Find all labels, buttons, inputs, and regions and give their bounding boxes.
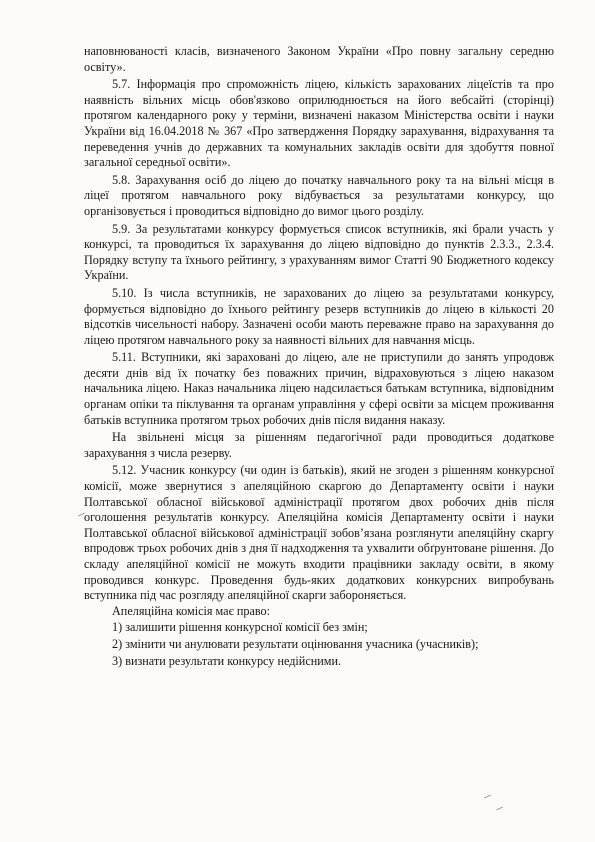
- list-item: 1) залишити рішення конкурсної комісії без змін;: [112, 620, 368, 635]
- paragraph-appeal-rights: Апеляційна комісія має право:: [112, 603, 271, 618]
- paragraph-5-7: 5.7. Інформація про спроможність ліцею, кількість зарахованих ліцеїстів та про наявність вільних місць обов'язково оприлюднюється на його вебсайті (сторінці) протягом календарного року у терміни, визначені наказом Міністерства освіти і науки України від 16.04.2018 № 367 «Про затвердження Порядку зарахування, відрахування та переведення учнів до державних та комунальних закладів освіти для здобуття повної загальної середньої освіти».: [84, 77, 554, 170]
- paragraph-continuation: наповнюваності класів, визначеного Законом України «Про повну загальну середню освіту».: [84, 44, 554, 74]
- document-body: [84, 44, 554, 670]
- paragraph-5-11: 5.11. Вступники, які зараховані до ліцею, але не приступили до занять упродовж десяти днів від їх початку без поважних причин, відраховуються з ліцею наказом начальника ліцею. Наказ начальника ліцею надсилається батькам вступника, відповідним органам опіки та піклування та органам управління у сфері освіти за місцем проживання батьків вступника протягом трьох робочих днів після видання наказу.: [84, 350, 554, 427]
- paragraph-reserve: На звільнені місця за рішенням педагогічної ради проводиться додаткове зарахування з числа резерву.: [84, 430, 554, 460]
- paragraph-5-12: 5.12. Учасник конкурсу (чи один із батьків), який не згоден з рішенням конкурсної комісії, може звернутися з апеляційною скаргою до Департаменту освіти і науки Полтавської обласної військової адміністрації протягом двох робочих днів після оголошення результатів конкурсу. Апеляційна комісія Департаменту освіти і науки Полтавської обласної військової адміністрації зобов’язана розглянути апеляційну скаргу впродовж трьох робочих днів з дня її надходження та ухвалити обґрунтоване рішення. До складу апеляційної комісії не можуть входити працівники закладу освіти, в якому проводився конкурс. Проведення будь-яких додаткових конкурсних випробувань вступника під час розгляду апеляційної скарги забороняється.: [84, 463, 554, 603]
- list-item: 2) змінити чи анулювати результати оцінювання учасника (учасників);: [112, 637, 479, 652]
- list-item: 3) визнати результати конкурсу недійсними.: [112, 654, 342, 669]
- scan-mark: [496, 807, 503, 811]
- scan-mark: [484, 795, 491, 799]
- paragraph-5-9: 5.9. За результатами конкурсу формується список вступників, які брали участь у конкурсі, та проводиться їх зарахування до ліцею відповідно до пунктів 2.3.3., 2.3.4. Порядку вступу та їхнього рейтингу, з урахуванням вимог Статті 90 Бюджетного кодексу України.: [84, 221, 554, 283]
- paragraph-5-10: 5.10. Із числа вступників, не зарахованих до ліцею за результатами конкурсу, формується відповідно до їхнього рейтингу резерв вступників до ліцею в кількості 20 відсотків чисельності набору. Зазначені особи мають переважне право на зарахування до ліцею протягом навчального року за наявності вільних для навчання місць.: [84, 285, 554, 347]
- paragraph-5-8: 5.8. Зарахування осіб до ліцею до початку навчального року та на вільні місця в ліцеї протягом навчального року відбувається за результатами конкурсу, що організовується і проводиться відповідно до вимог цього розділу.: [84, 172, 554, 218]
